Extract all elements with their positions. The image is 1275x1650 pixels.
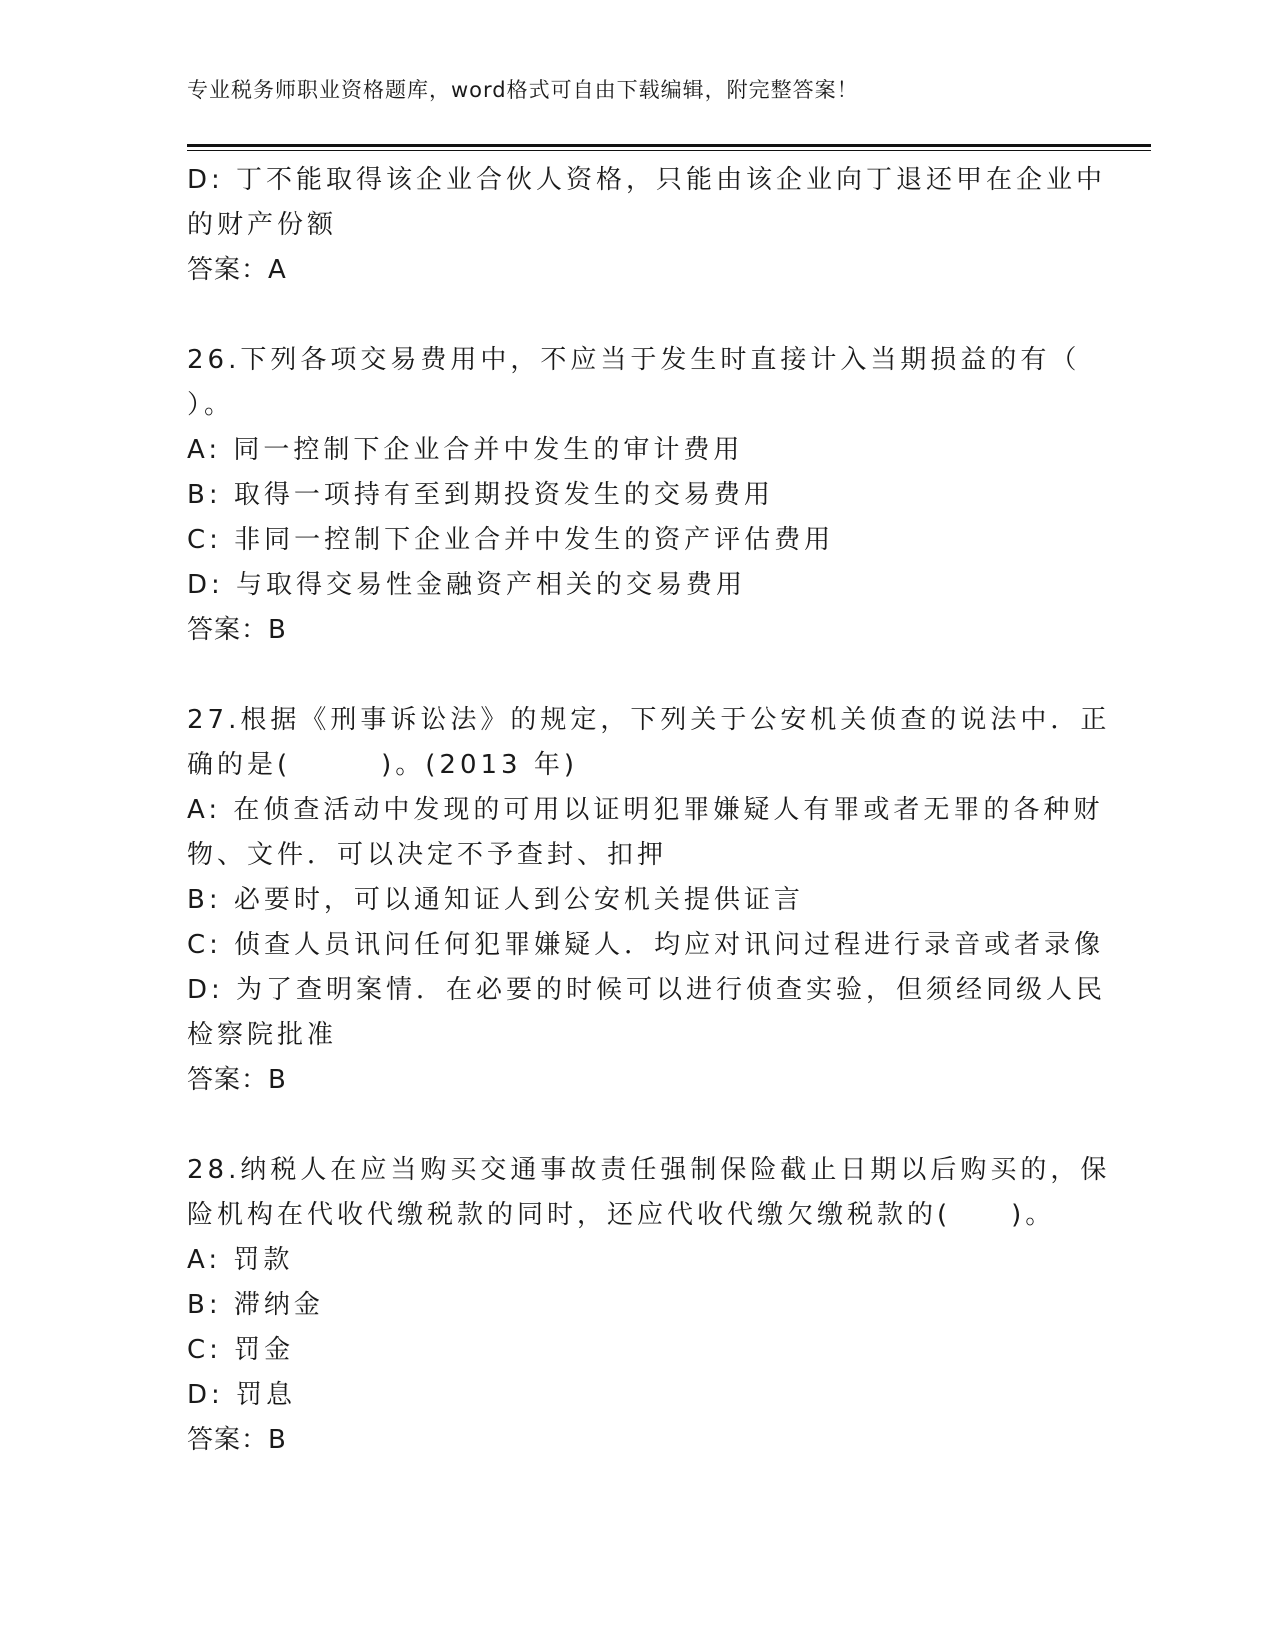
header-rule-thin xyxy=(187,150,1151,151)
answer-line: 答案：B xyxy=(187,1425,287,1455)
option-d-line: D: 丁不能取得该企业合伙人资格，只能由该企业向丁退还甲在企业中 xyxy=(187,165,1107,195)
option-a: 物、文件．可以决定不予查封、扣押 xyxy=(187,840,668,870)
option-a: A: 在侦查活动中发现的可用以证明犯罪嫌疑人有罪或者无罪的各种财 xyxy=(187,795,1104,825)
option-a: A: 罚款 xyxy=(187,1245,294,1275)
question-stem: ）。 xyxy=(187,390,235,420)
question-stem: 确的是( )。(2013 年) xyxy=(187,750,579,780)
option-d: D: 罚息 xyxy=(187,1380,297,1410)
answer-line: 答案：A xyxy=(187,255,287,285)
question-stem: 28.纳税人在应当购买交通事故责任强制保险截止日期以后购买的，保 xyxy=(187,1155,1111,1185)
question-stem: 26.下列各项交易费用中，不应当于发生时直接计入当期损益的有（ xyxy=(187,345,1081,375)
question-stem: 27.根据《刑事诉讼法》的规定，下列关于公安机关侦查的说法中．正 xyxy=(187,705,1111,735)
header-rule-thick xyxy=(187,144,1151,147)
option-b: B: 必要时，可以通知证人到公安机关提供证言 xyxy=(187,885,804,915)
option-a: A: 同一控制下企业合并中发生的审计费用 xyxy=(187,435,744,465)
option-c: C: 侦查人员讯问任何犯罪嫌疑人．均应对讯问过程进行录音或者录像 xyxy=(187,930,1105,960)
option-b: B: 取得一项持有至到期投资发生的交易费用 xyxy=(187,480,774,510)
answer-line: 答案：B xyxy=(187,1065,287,1095)
option-c: C: 罚金 xyxy=(187,1335,295,1365)
spacer xyxy=(187,1103,1087,1148)
option-d: 检察院批准 xyxy=(187,1020,338,1050)
option-d: D: 与取得交易性金融资产相关的交易费用 xyxy=(187,570,747,600)
option-d-line: 的财产份额 xyxy=(187,210,338,240)
question-content xyxy=(187,158,1111,1463)
option-b: B: 滞纳金 xyxy=(187,1290,324,1320)
option-d: D: 为了查明案情．在必要的时候可以进行侦查实验，但须经同级人民 xyxy=(187,975,1107,1005)
question-stem: 险机构在代收代缴税款的同时，还应代收代缴欠缴税款的( )。 xyxy=(187,1200,1056,1230)
page-header: 专业税务师职业资格题库，word格式可自由下载编辑，附完整答案！ xyxy=(187,78,859,102)
spacer xyxy=(187,293,1087,338)
answer-line: 答案：B xyxy=(187,615,287,645)
option-c: C: 非同一控制下企业合并中发生的资产评估费用 xyxy=(187,525,835,555)
spacer xyxy=(187,653,1087,698)
